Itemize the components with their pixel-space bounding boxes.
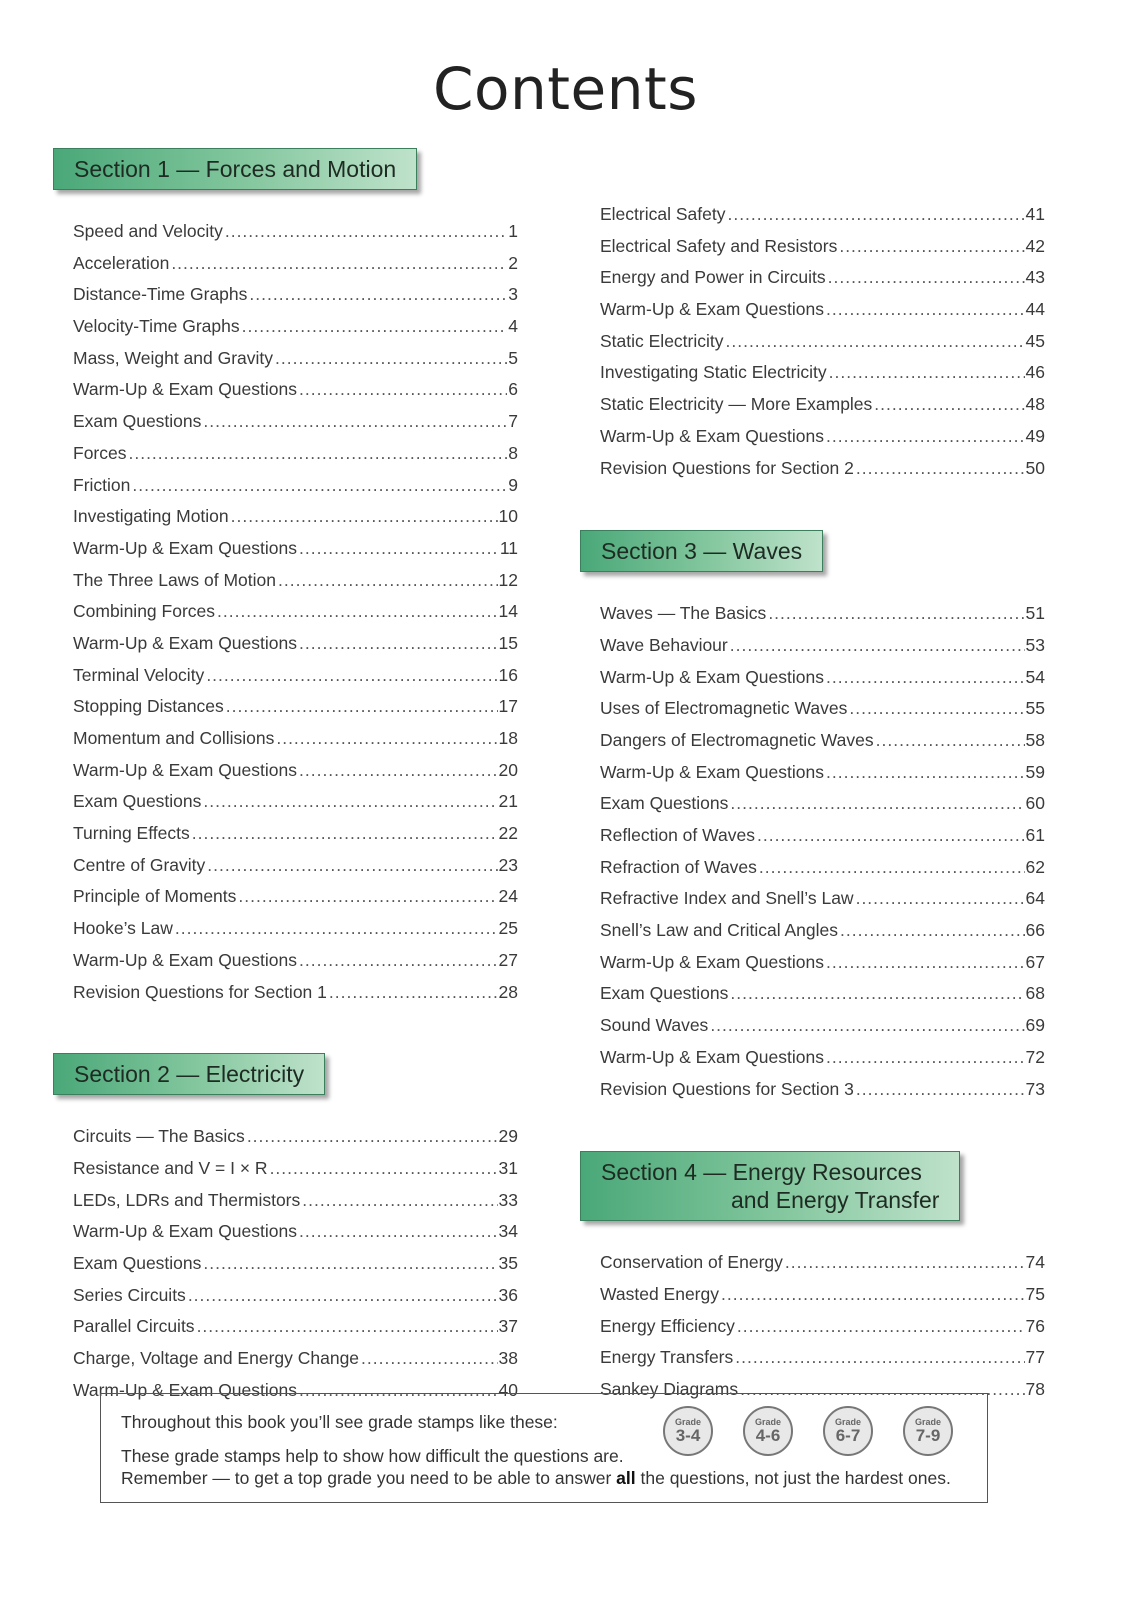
toc-entry-page: 14 <box>498 601 518 622</box>
toc-entry[interactable] <box>73 343 518 375</box>
toc-entry-title: Exam Questions <box>600 983 729 1004</box>
toc-entry-page: 4 <box>508 316 518 337</box>
toc-entry-page: 16 <box>498 664 518 685</box>
toc-entry-page: 78 <box>1025 1378 1045 1399</box>
toc-entry-page: 20 <box>498 759 518 780</box>
section-3-heading: Section 3 — Waves <box>580 530 823 572</box>
grade-stamp-label: Grade <box>754 1417 781 1427</box>
toc-leader-dots <box>726 326 1025 358</box>
toc-entry[interactable] <box>600 1042 1045 1074</box>
toc-entry-title: Warm-Up & Exam Questions <box>600 951 824 972</box>
toc-entry-title: Exam Questions <box>73 791 202 812</box>
toc-entry-page: 22 <box>498 823 518 844</box>
toc-leader-dots <box>197 1311 498 1343</box>
toc-entry[interactable] <box>600 978 1045 1010</box>
toc-entry[interactable] <box>73 470 518 502</box>
toc-entry[interactable] <box>73 1248 518 1280</box>
toc-entry-page: 55 <box>1025 698 1045 719</box>
toc-entry[interactable] <box>73 850 518 882</box>
left-column <box>73 148 518 1406</box>
toc-leader-dots <box>207 850 497 882</box>
toc-leader-dots <box>826 947 1025 979</box>
toc-entry-page: 1 <box>508 221 518 241</box>
toc-leader-dots <box>206 660 497 692</box>
toc-entry-title: Combining Forces <box>73 601 215 622</box>
toc-entry-page: 29 <box>498 1126 518 1147</box>
toc-entry-title: Energy Transfers <box>600 1347 734 1368</box>
toc-leader-dots <box>829 357 1025 389</box>
toc-entry-title: Warm-Up & Exam Questions <box>73 1221 297 1242</box>
toc-entry-title: Conservation of Energy <box>600 1252 783 1273</box>
toc-entry-page: 74 <box>1025 1252 1045 1273</box>
toc-leader-dots <box>299 374 507 406</box>
toc-entry[interactable] <box>600 1311 1045 1343</box>
toc-entry-title: Acceleration <box>73 252 170 273</box>
toc-leader-dots <box>856 1074 1025 1106</box>
info-line-3-bold: all <box>616 1468 636 1488</box>
toc-leader-dots <box>132 470 507 502</box>
toc-entry-page: 75 <box>1025 1283 1045 1304</box>
toc-leader-dots <box>247 1121 498 1153</box>
toc-entry-page: 15 <box>498 632 518 653</box>
toc-entry-page: 49 <box>1025 425 1045 446</box>
toc-leader-dots <box>226 691 498 723</box>
toc-entry-page: 61 <box>1025 825 1045 845</box>
toc-entry-page: 41 <box>1025 204 1045 224</box>
toc-entry[interactable] <box>600 883 1045 915</box>
toc-entry-title: Centre of Gravity <box>73 854 206 875</box>
toc-entry-page: 24 <box>498 886 518 907</box>
toc-entry-title: Warm-Up & Exam Questions <box>73 379 297 400</box>
toc-leader-dots <box>737 1311 1025 1343</box>
toc-leader-dots <box>856 453 1025 485</box>
toc-leader-dots <box>826 294 1025 326</box>
toc-entry-title: Sankey Diagrams <box>600 1378 739 1399</box>
toc-entry-title: Warm-Up & Exam Questions <box>600 299 824 320</box>
toc-leader-dots <box>278 565 498 597</box>
toc-entry[interactable] <box>73 248 518 280</box>
toc-leader-dots <box>203 406 507 438</box>
toc-entry[interactable] <box>73 881 518 913</box>
section-4-heading-line2: and Energy Transfer <box>731 1187 940 1214</box>
toc-entry-title: LEDs, LDRs and Thermistors <box>73 1189 301 1210</box>
toc-leader-dots <box>128 438 507 470</box>
toc-entry-title: Wave Behaviour <box>600 634 728 655</box>
toc-entry-title: Refractive Index and Snell’s Law <box>600 888 854 909</box>
toc-leader-dots <box>299 755 498 787</box>
toc-leader-dots <box>757 820 1025 852</box>
grade-stamp-value: 3-4 <box>675 1426 701 1445</box>
toc-entry-title: Uses of Electromagnetic Waves <box>600 698 848 719</box>
toc-entry[interactable] <box>73 628 518 660</box>
toc-entry-title: Warm-Up & Exam Questions <box>600 761 824 782</box>
toc-entry[interactable] <box>73 1343 518 1375</box>
toc-entry[interactable] <box>600 915 1045 947</box>
section-1-heading: Section 1 — Forces and Motion <box>53 148 417 190</box>
toc-entry[interactable] <box>73 565 518 597</box>
toc-leader-dots <box>302 1185 497 1217</box>
toc-entry[interactable] <box>73 1280 518 1312</box>
toc-entry-title: Warm-Up & Exam Questions <box>73 759 297 780</box>
toc-entry-title: Charge, Voltage and Energy Change <box>73 1348 360 1368</box>
toc-leader-dots <box>242 311 508 343</box>
toc-entry[interactable] <box>73 660 518 692</box>
toc-entry-page: 25 <box>498 918 518 939</box>
toc-entry-title: Static Electricity — More Examples <box>600 394 873 415</box>
section-4-heading-line1: Section 4 — Energy Resources <box>601 1159 922 1186</box>
page-title: Contents <box>433 55 698 123</box>
toc-leader-dots <box>276 723 497 755</box>
toc-entry-page: 34 <box>498 1221 518 1242</box>
toc-entry-title: Exam Questions <box>73 411 202 432</box>
toc-entry[interactable] <box>73 501 518 533</box>
toc-entry[interactable] <box>600 820 1045 852</box>
toc-leader-dots <box>735 1342 1024 1374</box>
toc-entry[interactable] <box>600 262 1045 294</box>
toc-entry-page: 77 <box>1025 1347 1045 1368</box>
toc-leader-dots <box>785 1247 1025 1279</box>
toc-entry[interactable] <box>600 389 1045 421</box>
toc-entry[interactable] <box>73 945 518 977</box>
toc-entry-page: 62 <box>1025 856 1045 877</box>
toc-entry[interactable] <box>600 1342 1045 1374</box>
toc-leader-dots <box>828 262 1025 294</box>
grade-stamp-label: Grade <box>834 1417 861 1427</box>
toc-entry[interactable] <box>73 1216 518 1248</box>
toc-entry-page: 28 <box>498 981 518 1002</box>
toc-entry[interactable] <box>600 199 1045 231</box>
toc-entry-page: 58 <box>1025 729 1045 750</box>
toc-entry-page: 11 <box>499 537 518 558</box>
toc-entry[interactable] <box>600 852 1045 884</box>
toc-leader-dots <box>361 1343 497 1375</box>
section-2-list <box>73 1121 518 1406</box>
toc-entry-title: Hooke’s Law <box>73 918 173 939</box>
toc-leader-dots <box>299 533 499 565</box>
toc-entry-page: 33 <box>498 1189 518 1210</box>
toc-entry[interactable] <box>600 757 1045 789</box>
grade-stamp-label: Grade <box>674 1417 701 1427</box>
toc-entry-page: 76 <box>1025 1315 1045 1336</box>
toc-entry-title: Turning Effects <box>73 823 190 844</box>
toc-entry[interactable] <box>600 725 1045 757</box>
toc-entry-title: Investigating Motion <box>73 506 229 527</box>
toc-entry-title: Distance-Time Graphs <box>73 284 248 305</box>
toc-entry-page: 73 <box>1025 1078 1045 1099</box>
toc-leader-dots <box>727 199 1024 231</box>
toc-leader-dots <box>329 977 498 1009</box>
toc-entry-title: Investigating Static Electricity <box>600 362 827 383</box>
grade-stamp-icon <box>663 1406 713 1456</box>
toc-entry[interactable] <box>600 947 1045 979</box>
toc-entry-page: 60 <box>1025 793 1045 814</box>
toc-entry[interactable] <box>73 311 518 343</box>
toc-entry-page: 17 <box>498 696 518 717</box>
toc-entry-page: 67 <box>1025 951 1045 972</box>
toc-entry[interactable] <box>73 438 518 470</box>
toc-entry-page: 38 <box>498 1348 518 1368</box>
toc-entry[interactable] <box>73 1153 518 1185</box>
toc-entry[interactable] <box>600 421 1045 453</box>
toc-leader-dots <box>231 501 498 533</box>
toc-entry[interactable] <box>600 326 1045 358</box>
toc-entry-title: Friction <box>73 474 131 495</box>
toc-entry-title: Warm-Up & Exam Questions <box>73 537 297 558</box>
toc-entry-page: 59 <box>1025 761 1045 782</box>
toc-entry-title: Refraction of Waves <box>600 856 757 877</box>
toc-entry-title: Velocity-Time Graphs <box>73 316 240 337</box>
toc-entry-page: 51 <box>1025 603 1045 624</box>
toc-entry-page: 5 <box>508 347 518 368</box>
toc-entry-title: Wasted Energy <box>600 1283 719 1304</box>
toc-entry-page: 40 <box>498 1379 518 1400</box>
toc-entry-page: 42 <box>1025 235 1045 256</box>
toc-entry-page: 35 <box>498 1252 518 1273</box>
toc-entry-title: Static Electricity <box>600 330 724 351</box>
toc-entry-title: The Three Laws of Motion <box>73 569 276 590</box>
toc-entry[interactable] <box>73 216 518 248</box>
grade-stamps <box>663 1406 953 1456</box>
toc-entry[interactable] <box>73 786 518 818</box>
toc-entry[interactable] <box>600 630 1045 662</box>
section-4-list <box>600 1247 1045 1405</box>
toc-entry[interactable] <box>73 533 518 565</box>
toc-entry-title: Electrical Safety and Resistors <box>600 235 838 256</box>
toc-leader-dots <box>721 1279 1025 1311</box>
toc-entry[interactable] <box>73 596 518 628</box>
toc-entry-page: 69 <box>1025 1015 1045 1036</box>
toc-leader-dots <box>203 1248 497 1280</box>
toc-entry-page: 6 <box>508 379 518 400</box>
section-3-list <box>600 598 1045 1105</box>
section-2-heading: Section 2 — Electricity <box>53 1053 325 1095</box>
section-2-list-continued <box>600 199 1045 484</box>
toc-entry-title: Exam Questions <box>73 1252 202 1273</box>
grade-stamp-icon <box>903 1406 953 1456</box>
toc-entry[interactable] <box>600 662 1045 694</box>
grade-stamp-icon <box>823 1406 873 1456</box>
toc-leader-dots <box>203 786 497 818</box>
toc-entry-page: 7 <box>508 411 518 432</box>
toc-entry-title: Warm-Up & Exam Questions <box>73 949 297 970</box>
toc-entry-title: Exam Questions <box>600 793 729 814</box>
toc-entry-page: 43 <box>1025 267 1045 288</box>
toc-entry-page: 12 <box>498 569 518 590</box>
toc-entry-title: Circuits — The Basics <box>73 1126 245 1147</box>
toc-entry[interactable] <box>600 231 1045 263</box>
toc-entry-title: Dangers of Electromagnetic Waves <box>600 729 874 750</box>
toc-entry[interactable] <box>600 1279 1045 1311</box>
toc-entry[interactable] <box>73 1185 518 1217</box>
section-1-list <box>73 216 518 1008</box>
info-line-3-start: Remember — to get a top grade you need to be able to answer <box>121 1468 617 1488</box>
toc-entry-page: 37 <box>498 1316 518 1337</box>
toc-entry-page: 48 <box>1025 394 1045 415</box>
info-line-1: Throughout this book you’ll see grade stamps like these: <box>121 1412 558 1432</box>
grade-stamp-icon <box>743 1406 793 1456</box>
toc-leader-dots <box>730 978 1024 1010</box>
toc-entry-title: Terminal Velocity <box>73 664 205 685</box>
toc-entry[interactable] <box>73 977 518 1009</box>
toc-entry[interactable] <box>600 598 1045 630</box>
toc-leader-dots <box>826 662 1025 694</box>
toc-entry-title: Revision Questions for Section 3 <box>600 1078 854 1099</box>
toc-entry-page: 45 <box>1025 330 1045 351</box>
toc-entry-page: 66 <box>1025 920 1045 941</box>
toc-entry-page: 54 <box>1025 666 1045 687</box>
toc-leader-dots <box>876 725 1025 757</box>
grade-stamp-value: 7-9 <box>915 1426 941 1445</box>
toc-entry-page: 21 <box>498 791 518 812</box>
grade-stamp-value: 4-6 <box>755 1426 781 1445</box>
toc-leader-dots <box>768 598 1024 630</box>
toc-entry-title: Warm-Up & Exam Questions <box>600 666 824 687</box>
toc-entry[interactable] <box>600 693 1045 725</box>
info-line-3-end: the questions, not just the hardest ones. <box>635 1468 951 1488</box>
toc-entry-page: 64 <box>1025 888 1045 909</box>
toc-entry-page: 53 <box>1025 634 1045 655</box>
toc-entry[interactable] <box>73 1121 518 1153</box>
toc-leader-dots <box>270 1153 498 1185</box>
toc-leader-dots <box>217 596 498 628</box>
toc-entry-title: Stopping Distances <box>73 696 224 717</box>
toc-entry[interactable] <box>600 1010 1045 1042</box>
toc-entry-title: Energy and Power in Circuits <box>600 267 826 288</box>
toc-entry[interactable] <box>73 279 518 311</box>
toc-entry-title: Warm-Up & Exam Questions <box>600 1046 824 1067</box>
info-line-2: These grade stamps help to show how difficult the questions are. <box>121 1446 624 1466</box>
toc-leader-dots <box>840 915 1025 947</box>
toc-leader-dots <box>299 628 498 660</box>
toc-entry-page: 27 <box>498 949 518 970</box>
toc-leader-dots <box>856 883 1025 915</box>
toc-entry-page: 18 <box>498 728 518 748</box>
toc-leader-dots <box>730 788 1024 820</box>
toc-entry-page: 2 <box>508 252 518 273</box>
toc-entry-page: 8 <box>508 442 518 463</box>
toc-leader-dots <box>299 945 498 977</box>
toc-entry-title: Momentum and Collisions <box>73 728 275 748</box>
toc-entry-title: Warm-Up & Exam Questions <box>73 1379 297 1400</box>
toc-leader-dots <box>826 421 1025 453</box>
toc-leader-dots <box>175 913 498 945</box>
toc-leader-dots <box>171 248 507 280</box>
toc-entry-page: 23 <box>498 854 518 875</box>
toc-entry[interactable] <box>73 723 518 755</box>
toc-leader-dots <box>710 1010 1024 1042</box>
toc-leader-dots <box>849 693 1024 725</box>
toc-entry-title: Sound Waves <box>600 1015 709 1036</box>
toc-entry-title: Warm-Up & Exam Questions <box>73 632 297 653</box>
grade-stamp-value: 6-7 <box>835 1426 861 1445</box>
toc-entry-page: 72 <box>1025 1046 1045 1067</box>
toc-leader-dots <box>188 1280 498 1312</box>
toc-entry[interactable] <box>600 357 1045 389</box>
toc-entry-page: 31 <box>498 1157 518 1178</box>
toc-leader-dots <box>826 1042 1025 1074</box>
toc-leader-dots <box>759 852 1025 884</box>
toc-entry-page: 50 <box>1025 457 1045 478</box>
toc-entry[interactable] <box>73 691 518 723</box>
toc-entry-title: Electrical Safety <box>600 204 726 224</box>
toc-leader-dots <box>192 818 498 850</box>
toc-entry-title: Reflection of Waves <box>600 825 755 845</box>
toc-entry-title: Parallel Circuits <box>73 1316 195 1337</box>
toc-entry-title: Forces <box>73 442 127 463</box>
toc-entry-title: Revision Questions for Section 1 <box>73 981 327 1002</box>
toc-leader-dots <box>225 216 507 248</box>
toc-entry-page: 46 <box>1025 362 1045 383</box>
toc-entry-title: Mass, Weight and Gravity <box>73 347 274 368</box>
toc-entry[interactable] <box>73 818 518 850</box>
toc-leader-dots <box>839 231 1024 263</box>
toc-leader-dots <box>826 757 1025 789</box>
toc-leader-dots <box>238 881 497 913</box>
section-4-heading <box>580 1151 960 1221</box>
toc-entry[interactable] <box>73 755 518 787</box>
toc-entry-title: Speed and Velocity <box>73 221 223 241</box>
toc-entry-title: Snell’s Law and Critical Angles <box>600 920 839 941</box>
grade-stamp-label: Grade <box>914 1417 941 1427</box>
toc-entry[interactable] <box>600 294 1045 326</box>
toc-entry-title: Waves — The Basics <box>600 603 767 624</box>
toc-entry-page: 10 <box>498 506 518 527</box>
toc-entry[interactable] <box>73 1311 518 1343</box>
info-line-3 <box>121 1468 951 1489</box>
toc-entry[interactable] <box>600 1074 1045 1106</box>
toc-entry-title: Revision Questions for Section 2 <box>600 457 854 478</box>
toc-entry-title: Principle of Moments <box>73 886 237 907</box>
toc-entry-title: Warm-Up & Exam Questions <box>600 425 824 446</box>
toc-leader-dots <box>275 343 507 375</box>
toc-leader-dots <box>730 630 1025 662</box>
toc-entry-page: 3 <box>508 284 518 305</box>
toc-entry[interactable] <box>600 788 1045 820</box>
grade-stamp-info-box <box>100 1393 988 1503</box>
toc-entry[interactable] <box>600 453 1045 485</box>
toc-entry-page: 44 <box>1025 299 1045 320</box>
toc-entry-title: Series Circuits <box>73 1284 186 1305</box>
toc-entry-title: Energy Efficiency <box>600 1315 735 1336</box>
right-column <box>600 199 1045 1406</box>
toc-entry-page: 68 <box>1025 983 1045 1004</box>
toc-entry[interactable] <box>600 1247 1045 1279</box>
toc-entry[interactable] <box>73 406 518 438</box>
toc-leader-dots <box>299 1216 498 1248</box>
toc-leader-dots <box>874 389 1024 421</box>
toc-entry[interactable] <box>73 374 518 406</box>
toc-entry-title: Resistance and V = I × R <box>73 1157 268 1178</box>
toc-leader-dots <box>249 279 507 311</box>
toc-entry-page: 9 <box>508 474 518 495</box>
toc-entry-page: 36 <box>498 1284 518 1305</box>
toc-entry[interactable] <box>73 913 518 945</box>
